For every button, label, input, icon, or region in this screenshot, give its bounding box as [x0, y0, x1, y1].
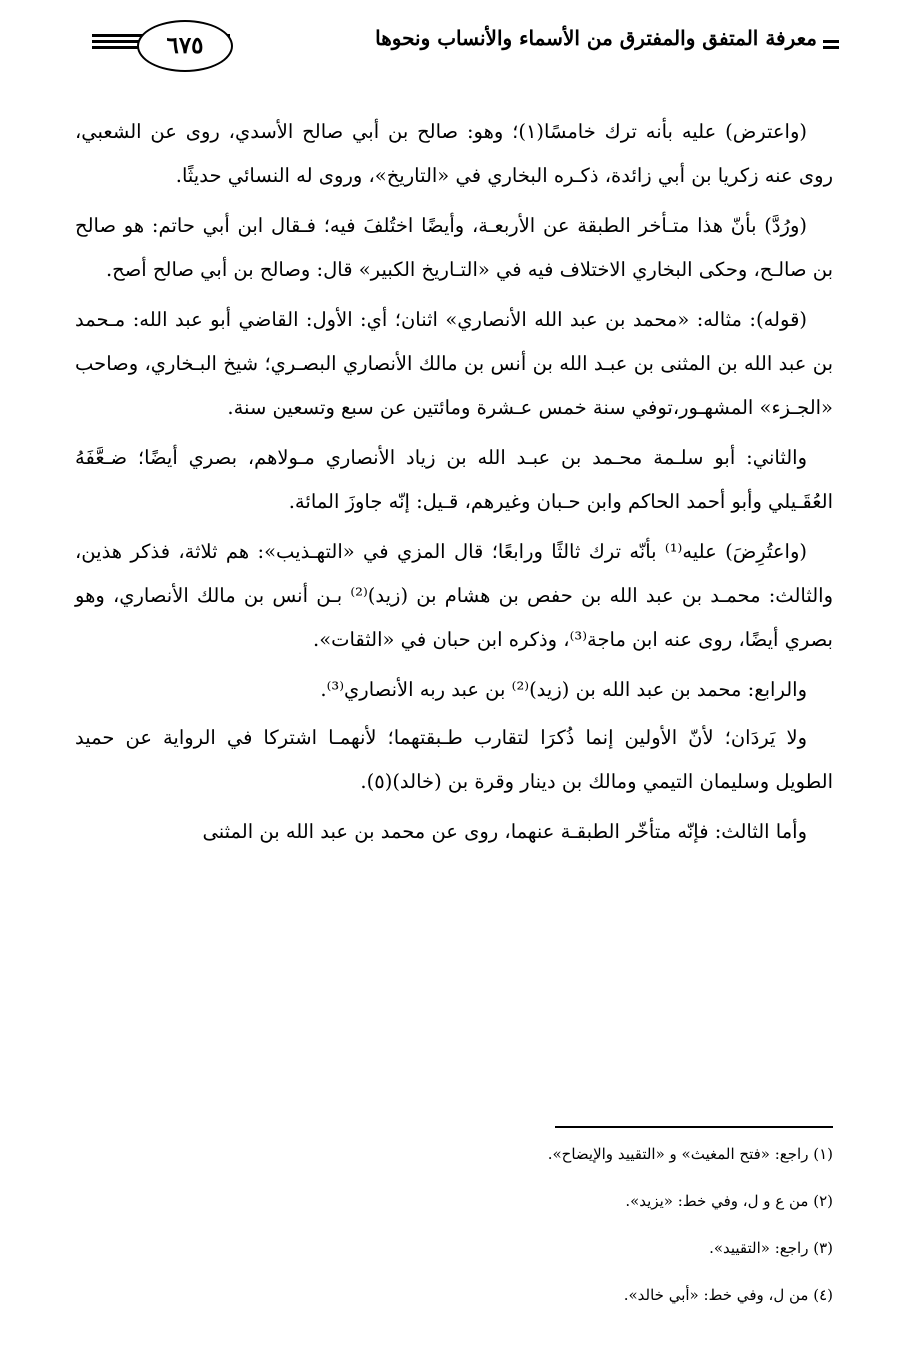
paragraph-example-first: (قوله): مثاله: «محمد بن عبد الله الأنصاري» اثنان؛ أي: الأول: القاضي أبو عبد الله: مـحمد بن عبد الله بن المثنى بن عبـد الله بن أنس بن مالك الأنصاري البصـري؛ شيخ البـخاري، وصاحب «الجـزء» المشهـور،توفي سنة خمس عـشرة ومائتين عن سبع وتسعين سنة. [75, 308, 833, 419]
paragraph-response: ولا يَردَان؛ لأنّ الأولين إنما ذُكرَا لتقارب طـبقتهما؛ لأنهمـا اشتركا في الرواية عن حميد الطويل وسليمان التيمي ومالك بن دينار وقرة بن (خالد)(٥). [75, 726, 833, 793]
running-header [0, 0, 913, 90]
paragraph-fourth: والرابع: محمد بن عبد الله بن (زيد)⁽²⁾ بن عبد ربه الأنصاري⁽³⁾. [320, 678, 807, 701]
footnote-1: (١) راجع: «فتح المغيث» و «التقييد والإيضاح». [547, 1145, 833, 1163]
paragraph-objection-saleh: (واعترض) عليه بأنه ترك خامسًا(١)؛ وهو: صالح بن أبي صالح الأسدي، روى عن الشعبي، روى عنه زكريا بن أبي زائدة، ذكـره البخاري في «التاريخ»، وروى له النسائي حديثًا. [75, 120, 833, 187]
footnote-divider [555, 1126, 833, 1128]
main-text [75, 110, 833, 860]
footnote-3: (٣) راجع: «التقييد». [709, 1239, 833, 1257]
footnotes [75, 1144, 833, 1332]
footnote-2: (٢) من ع و ل، وفي خط: «يزيد». [625, 1192, 833, 1210]
chapter-title: معرفة المتفق والمفترق من الأسماء والأنساب ونحوها [375, 26, 817, 50]
header-rule-right [823, 40, 839, 52]
paragraph-example-second: والثاني: أبو سلـمة محـمد بن عبـد الله بن زياد الأنصاري مـولاهم، بصري أيضًا؛ ضـعَّفَهُ العُقَـيلي وأبو أحمد الحاكم وابن حـبان وغيرهم، قـيل: إنّه جاوزَ المائة. [75, 446, 833, 513]
paragraph-reply-saleh: (ورُدَّ) بأنّ هذا متـأخر الطبقة عن الأربعـة، وأيضًا اختُلفَ فيه؛ فـقال ابن أبي حاتم: هو صالح بن صالـح، وحكى البخاري الاختلاف فيه في «التـاريخ الكبير» قال: وصالح بن أبي صالح أصح. [75, 214, 833, 281]
footnote-4: (٤) من ل، وفي خط: «أبي خالد». [623, 1286, 833, 1304]
page-number: ٦٧٥ [137, 20, 233, 72]
paragraph-third-later: وأما الثالث: فإنّه متأخّر الطبقـة عنهما، روى عن محمد بن عبد الله بن المثنى [202, 820, 807, 843]
paragraph-objection-third: (واعتُرِضَ) عليه⁽¹⁾ بأنّه ترك ثالثًا ورابعًا؛ قال المزي في «التهـذيب»: هم ثلاثة، فذكر هذين، والثالث: محمـد بن عبد الله بن حفص بن هشام بن (زيد)⁽²⁾ بـن أنس بن مالك الأنصاري، وهو بصري أيضًا، روى عنه ابن ماجة⁽³⁾، وذكره ابن حبان في «الثقات». [75, 540, 833, 651]
